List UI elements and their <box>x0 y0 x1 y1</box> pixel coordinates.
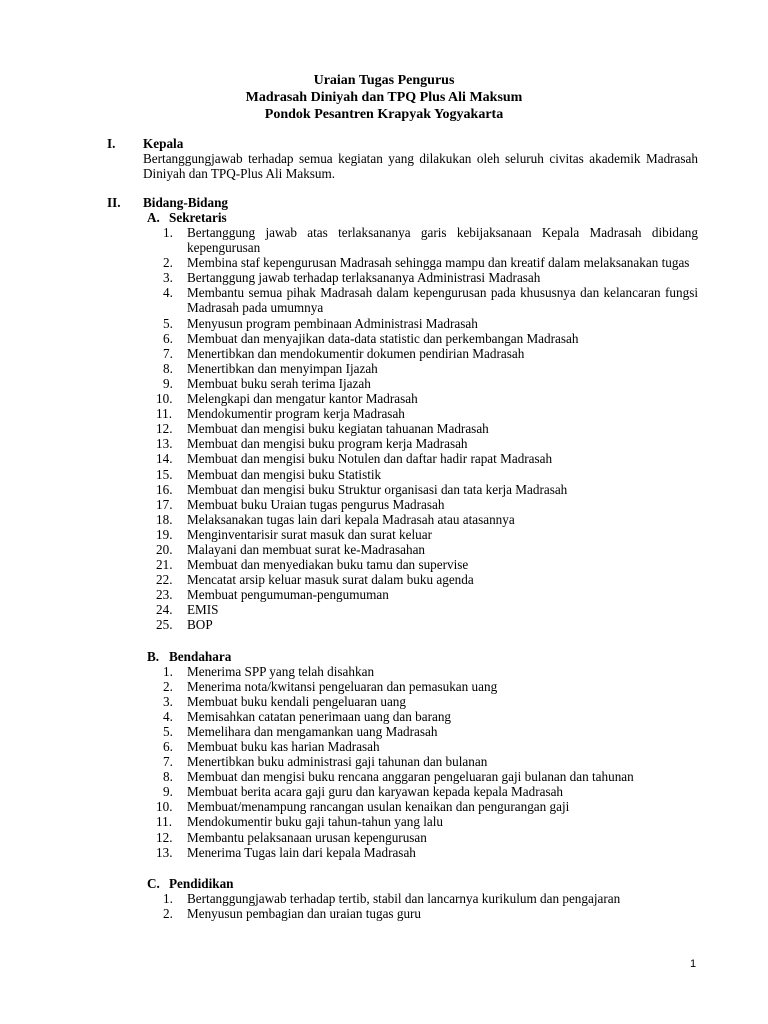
list-item-number: 6. <box>163 739 173 754</box>
list-item-text: Membuat dan menyajikan data-data statistic dan perkembangan Madrasah <box>187 330 579 346</box>
list-item <box>0 467 698 482</box>
list-item-number: 9. <box>163 784 173 800</box>
list-item-text: Mencatat arsip keluar masuk surat dalam buku agenda <box>187 572 474 588</box>
list-item <box>0 830 698 845</box>
list-item-number: 1. <box>163 225 173 240</box>
list-item <box>0 497 698 512</box>
section-number: I. <box>107 136 116 151</box>
list-item <box>0 617 698 632</box>
list-item-number: 13. <box>156 436 173 452</box>
subsection-heading-sekretaris <box>0 210 768 225</box>
list-item-number: 23. <box>156 587 173 603</box>
list-item-text: Membuat dan mengisi buku program kerja Madrasah <box>187 436 468 452</box>
list-item <box>0 557 698 572</box>
list-item <box>0 270 698 285</box>
list-item <box>0 542 698 557</box>
list-item <box>0 255 698 270</box>
list-item-text: Melaksanakan tugas lain dari kepala Madrasah atau atasannya <box>187 511 515 527</box>
section-title: Bidang-Bidang <box>143 195 229 210</box>
list-item <box>0 906 698 921</box>
list-item <box>0 891 698 906</box>
section-paragraph: Bertanggungjawab terhadap semua kegiatan yang dilakukan oleh seluruh civitas akademik Madrasah Diniyah dan TPQ-Plus Ali Maksum. <box>143 151 698 182</box>
list-item <box>0 316 698 331</box>
list-item-text: Menerima nota/kwitansi pengeluaran dan pemasukan uang <box>187 678 498 694</box>
list-item-text: Membuat dan mengisi buku kegiatan tahuanan Madrasah <box>187 421 489 437</box>
list-item <box>0 391 698 406</box>
list-item-text: Membuat buku kendali pengeluaran uang <box>187 693 406 709</box>
list-item <box>0 845 698 860</box>
subsection-title: Bendahara <box>169 648 232 664</box>
list-item-number: 2. <box>163 678 173 694</box>
list-item-text: Membantu semua pihak Madrasah dalam kepengurusan pada khususnya dan kelancaran fungsi Madrasah pada umumnya <box>187 285 698 316</box>
list-item <box>0 709 698 724</box>
list-item-number: 6. <box>163 330 173 346</box>
list-item <box>0 572 698 587</box>
list-item <box>0 814 698 829</box>
list-item <box>0 784 698 799</box>
list-item-text: Memelihara dan mengamankan uang Madrasah <box>187 723 438 739</box>
list-item-text: Membuat dan menyediakan buku tamu dan supervise <box>187 557 469 573</box>
list-item-text: Membuat dan mengisi buku Statistik <box>187 466 382 482</box>
section-heading <box>0 195 768 210</box>
list-item-number: 4. <box>163 285 173 301</box>
list-item-number: 13. <box>156 844 173 860</box>
list-item-number: 1. <box>163 663 173 679</box>
list-item <box>0 421 698 436</box>
list-item-text: Membuat pengumuman-pengumuman <box>187 587 389 603</box>
list-item-number: 7. <box>163 754 173 770</box>
subsection-title: Sekretaris <box>169 210 227 225</box>
list-item-number: 15. <box>156 466 173 482</box>
list-item-number: 21. <box>156 557 173 573</box>
section-bidang <box>0 195 768 921</box>
list-item <box>0 225 698 255</box>
list-item-text: Membuat buku Uraian tugas pengurus Madrasah <box>187 496 445 512</box>
list-item <box>0 331 698 346</box>
list-item-text: Membuat/menampung rancangan usulan kenaikan dan pengurangan gaji <box>187 799 570 815</box>
list-item-text: Menyusun pembagian dan uraian tugas guru <box>187 905 422 921</box>
list-item <box>0 376 698 391</box>
list-item <box>0 602 698 617</box>
list-item <box>0 512 698 527</box>
list-item <box>0 285 698 315</box>
list-item-text: Menertibkan buku administrasi gaji tahunan dan bulanan <box>187 754 488 770</box>
list-item-number: 24. <box>156 602 173 618</box>
section-number: II. <box>107 195 121 210</box>
list-item-number: 2. <box>163 255 173 271</box>
list-item <box>0 694 698 709</box>
list-item-number: 5. <box>163 315 173 331</box>
bendahara-task-list <box>0 664 768 860</box>
sekretaris-task-list <box>0 225 768 633</box>
subsection-title: Pendidikan <box>169 875 234 891</box>
list-item-text: Bertanggung jawab terhadap terlaksananya Administrasi Madrasah <box>187 270 541 286</box>
title-line-2: Madrasah Diniyah dan TPQ Plus Ali Maksum <box>245 90 523 105</box>
section-kepala <box>0 136 768 181</box>
list-item <box>0 664 698 679</box>
list-item <box>0 346 698 361</box>
list-item-text: Bertanggungjawab terhadap tertib, stabil dan lancarnya kurikulum dan pengajaran <box>187 890 621 906</box>
title-line-3: Pondok Pesantren Krapyak Yogyakarta <box>264 107 504 122</box>
list-item-text: Menerima Tugas lain dari kepala Madrasah <box>187 844 416 860</box>
list-item-text: Bertanggung jawab atas terlaksananya garis kebijaksanaan Kepala Madrasah dibidang kepengurusan <box>187 225 698 256</box>
list-item-text: Menertibkan dan menyimpan Ijazah <box>187 360 378 376</box>
list-item-number: 22. <box>156 572 173 588</box>
list-item <box>0 769 698 784</box>
list-item-text: Membuat dan mengisi buku Struktur organisasi dan tata kerja Madrasah <box>187 481 568 497</box>
section-title: Kepala <box>143 136 184 151</box>
list-item-number: 10. <box>156 799 173 815</box>
subsection-letter: A. <box>147 210 160 225</box>
list-item-number: 12. <box>156 421 173 437</box>
list-item-text: Menginventarisir surat masuk dan surat keluar <box>187 526 432 542</box>
list-item-number: 8. <box>163 769 173 785</box>
list-item <box>0 451 698 466</box>
list-item-text: Membina staf kepengurusan Madrasah sehingga mampu dan kreatif dalam melaksanakan tugas <box>187 255 690 271</box>
list-item-number: 7. <box>163 345 173 361</box>
subsection-heading-pendidikan <box>0 876 768 891</box>
list-item-number: 3. <box>163 693 173 709</box>
list-item-number: 25. <box>156 617 173 633</box>
list-item-number: 17. <box>156 496 173 512</box>
list-item <box>0 754 698 769</box>
list-item-number: 18. <box>156 511 173 527</box>
list-item-text: Memisahkan catatan penerimaan uang dan barang <box>187 708 452 724</box>
list-item-number: 19. <box>156 526 173 542</box>
list-item-number: 1. <box>163 890 173 906</box>
list-item <box>0 587 698 602</box>
list-item-number: 9. <box>163 375 173 391</box>
list-item <box>0 799 698 814</box>
list-item-text: Membuat dan mengisi buku Notulen dan daftar hadir rapat Madrasah <box>187 451 553 467</box>
list-item-text: EMIS <box>187 602 219 618</box>
list-item-number: 12. <box>156 829 173 845</box>
list-item <box>0 482 698 497</box>
subsection-letter: C. <box>147 875 160 891</box>
list-item-text: Membuat buku kas harian Madrasah <box>187 739 380 754</box>
subsection-letter: B. <box>147 648 160 664</box>
list-item-text: Membuat dan mengisi buku rencana anggaran pengeluaran gaji bulanan dan tahunan <box>187 769 634 785</box>
subsection-heading-bendahara <box>0 649 768 664</box>
list-item-text: Menyusun program pembinaan Administrasi Madrasah <box>187 315 478 331</box>
list-item <box>0 724 698 739</box>
list-item-number: 10. <box>156 391 173 407</box>
list-item-text: Membantu pelaksanaan urusan kepengurusan <box>187 829 427 845</box>
list-item-text: Malayani dan membuat surat ke-Madrasahan <box>187 541 426 557</box>
list-item-text: Melengkapi dan mengatur kantor Madrasah <box>187 391 418 407</box>
pendidikan-task-list <box>0 891 768 921</box>
list-item-number: 3. <box>163 270 173 286</box>
list-item-number: 20. <box>156 541 173 557</box>
list-item-text: Mendokumentir buku gaji tahun-tahun yang lalu <box>187 814 444 830</box>
list-item-number: 4. <box>163 708 173 724</box>
list-item <box>0 361 698 376</box>
section-heading <box>0 136 768 151</box>
list-item-text: Menertibkan dan mendokumentir dokumen pendirian Madrasah <box>187 345 525 361</box>
list-item-text: Membuat buku serah terima Ijazah <box>187 375 371 391</box>
list-item-number: 2. <box>163 905 173 921</box>
list-item <box>0 527 698 542</box>
list-item-text: Menerima SPP yang telah disahkan <box>187 663 375 679</box>
list-item <box>0 406 698 421</box>
list-item-number: 5. <box>163 723 173 739</box>
list-item <box>0 739 698 754</box>
title-line-1: Uraian Tugas Pengurus <box>313 73 455 88</box>
list-item-number: 14. <box>156 451 173 467</box>
list-item-text: Mendokumentir program kerja Madrasah <box>187 406 405 422</box>
list-item-number: 11. <box>156 814 172 830</box>
list-item-number: 8. <box>163 360 173 376</box>
list-item-number: 11. <box>156 406 172 422</box>
list-item <box>0 679 698 694</box>
list-item-number: 16. <box>156 481 173 497</box>
list-item-text: BOP <box>187 617 213 633</box>
page-number: 1 <box>690 958 697 970</box>
list-item <box>0 436 698 451</box>
list-item-text: Membuat berita acara gaji guru dan karyawan kepada kepala Madrasah <box>187 784 564 800</box>
document-title <box>0 72 768 123</box>
